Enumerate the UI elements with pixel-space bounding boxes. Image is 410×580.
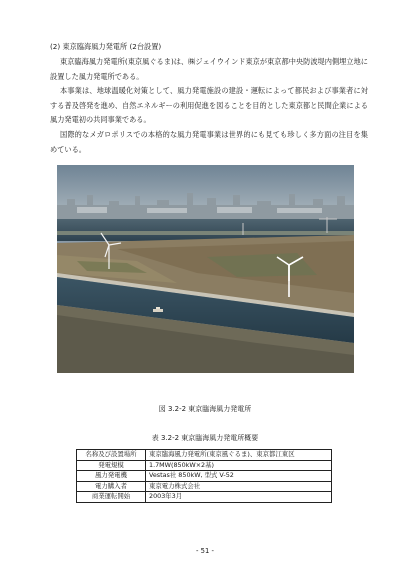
figure-caption: 図 3.2-2 東京臨海風力発電所 [158, 405, 252, 413]
row-label: 商業運転開始 [77, 492, 146, 503]
section-heading: (2) 東京臨海風力発電所 (2台設置) [50, 42, 162, 51]
table-row [77, 492, 332, 503]
paragraph-purpose: 本事業は、地球温暖化対策として、風力発電施設の建設・運転によって都民および事業者に対する普及啓発を進め、自然エネルギーの利用促進を図ることを目的とした東京都と民間企業による風力発電初の共同事業である。 [50, 86, 368, 125]
row-label: 発電規模 [77, 460, 146, 471]
table-row [77, 450, 332, 461]
paragraph-attention: 国際的なメガロポリスでの本格的な風力発電事業は世界的にも見ても珍しく多方面の注目を集めている。 [50, 130, 368, 154]
row-value: 東京臨海風力発電所(東京風ぐるま)、東京都江東区 [146, 450, 332, 461]
row-value: 2003年3月 [146, 492, 332, 503]
paragraph-intro: 東京臨海風力発電所(東京風ぐるま)は、㈱ジェイウインド東京が東京都中央防波堤内側埋立地に設置した風力発電所である。 [50, 57, 368, 81]
wind-farm-aerial-photo [57, 165, 354, 373]
table-row [77, 481, 332, 492]
table-caption: 表 3.2-2 東京臨海風力発電所概要 [151, 434, 259, 442]
overview-table [76, 449, 332, 503]
row-label: 名称及び設置場所 [77, 450, 146, 461]
table-row [77, 460, 332, 471]
row-value: 1.7MW(850kW×2基) [146, 460, 332, 471]
page-number: - 51 - [196, 547, 214, 555]
row-label: 風力発電機 [77, 471, 146, 482]
table-row [77, 471, 332, 482]
row-value: 東京電力株式会社 [146, 481, 332, 492]
row-label: 電力購入者 [77, 481, 146, 492]
row-value: Vestas社 850kW, 型式 V-52 [146, 471, 332, 482]
